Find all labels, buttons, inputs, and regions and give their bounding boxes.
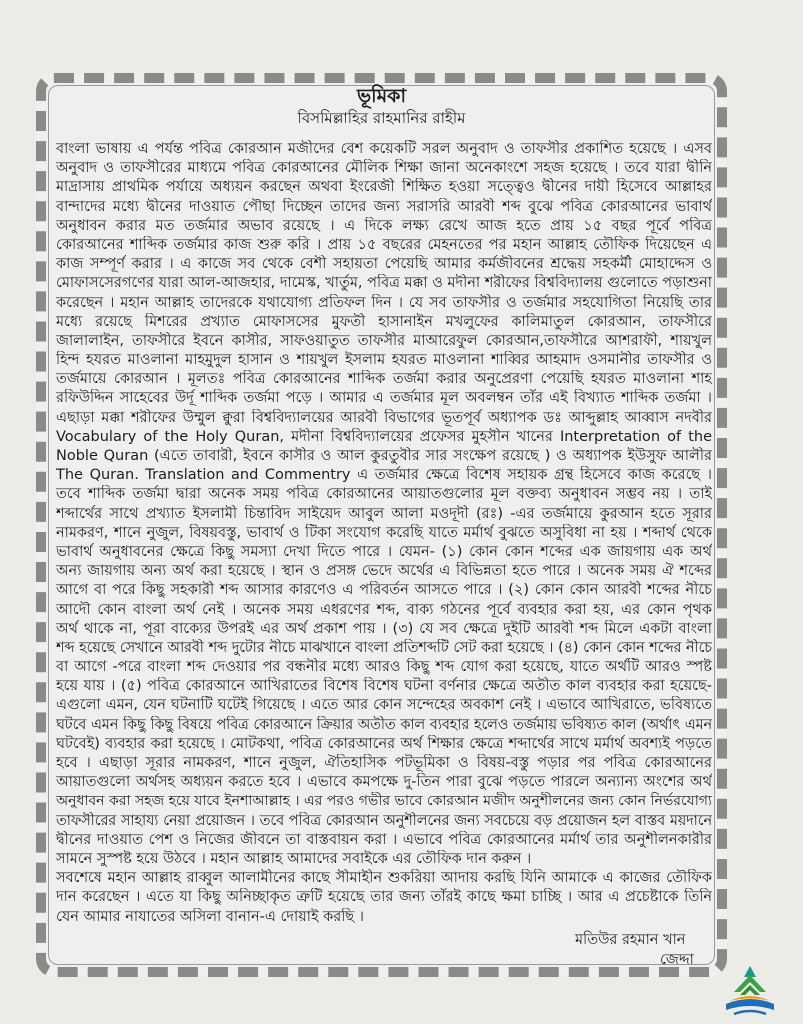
text-line: সবশেষে মহান আল্লাহ রাব্বুল আলামীনের কাছে সীমাহীন শুকরিয়া আদায় করছি যিনি আমাকে এ কাজের তৌফিক — [56, 870, 712, 887]
paragraph-1 — [56, 140, 712, 869]
text-line: কোরআনের শাব্দিক তর্জমার কাজ শুরু করি । প্রায় ১৫ বছরের মেহনতের পর মহান আল্লাহ তৌফিক দিয়েছেন এ — [56, 236, 712, 253]
text-line: বা আগে -পরে বাংলা শব্দ দেওয়ার পর বন্ধনীর মধ্যে আরও কিছু শব্দ যোগ করা হয়েছে, যাতে অর্থটি আরও স্পষ্ট — [56, 659, 712, 676]
page-title: ভূমিকা — [357, 85, 406, 107]
logo-blue-book — [726, 999, 774, 1010]
text-line: আদৌ কোন বাংলা অর্থ নেই । অনেক সময় এধরণের শব্দ, বাক্য গঠনের পূর্বে ব্যবহার করা হয়, এর কোন পৃথক — [56, 601, 712, 618]
text-line: এছাড়া মক্কা শরীফের উম্মুল ক্বুরা বিশ্ববিদ্যালয়ের আরবী বিভাগের ভূতপূর্ব অধ্যাপক ডঃ আব্দুল্লাহ আব্বাস নদবীর — [56, 409, 712, 426]
text-line: অনুধাবন করার মত তর্জমার অভাব রয়েছে । এ দিকে লক্ষ্য রেখে আজ হতে প্রায় ১৫ বছর পূর্বে পবিত্র — [56, 217, 712, 234]
text-line: অনুধাবন করা সহজ হয়ে যাবে ইনশাআল্লাহ । এর পরও গভীর ভাবে কোরআন মজীদ অনুশীলনের জন্য কোন নির্ভরযোগ্য — [56, 793, 712, 810]
text-line: করেছেন । মহান আল্লাহ তাদেরকে যথাযোগ্য প্রতিফল দিন । যে সব তাফসীর ও তর্জমার সহযোগিতা নিয়েছি তার — [56, 294, 712, 311]
text-line: The Quran. Translation and Commentry এ তর্জমার ক্ষেত্রে বিশেষ সহায়ক গ্রন্থ হিসেবে কাজ করেছে । — [56, 467, 712, 484]
text-line: অর্থ থাকে না, পূরা বাক্যের উপরই এর অর্থ প্রকাশ পায় । (৩) যে সব ক্ষেত্রে দুইটি আরবী শব্দ মিলে একটা বাংলা — [56, 620, 712, 637]
bismillah-subtitle: বিসমিল্লাহির রাহমানির রাহীম — [297, 109, 466, 127]
text-line: তাফসীরের সাহায্য নেয়া প্রয়োজন । তবে পবিত্র কোরআন অনুশীলনের জন্য সবচেয়ে বড় প্রয়োজন হল বাস্তব ময়দানে — [56, 812, 712, 829]
text-line: সামনে সুস্পষ্ট হয়ে উঠবে । মহান আল্লাহ আমাদের সবাইকে এর তৌফিক দান করুন । — [56, 850, 532, 867]
author-signature-place: জেদ্দা — [660, 952, 694, 968]
text-line: তর্জমায়ে কোরআন । মূলতঃ পবিত্র কোরআনের শাব্দিক তর্জমা করার অনুপ্রেরণা পেয়েছি হযরত মাওলানা শাহ — [56, 371, 712, 388]
logo-graphic — [720, 962, 780, 1020]
text-line: ঘটবেই) ব্যবহার করা হয়েছে । মোটকথা, পবিত্র কোরআনের অর্থ শিক্ষার ক্ষেত্রে শব্দার্থের সাথে মর্মার্থ অবশ্যই পড়তে — [56, 735, 712, 752]
text-line: শব্দার্থের সাথে প্রখ্যাত ইসলামী চিন্তাবিদ সাইয়েদ আবুল আলা মওদূদী (রঃ) -এর তর্জমায়ে কুরআন হতে সূরার — [56, 505, 712, 522]
text-line: বান্দাদের মধ্যে দ্বীনের দাওয়াত পৌছা দিচ্ছেন তাদের জন্য সরাসরি আরবী শব্দ বুঝে পবিত্র কোরআনের ভাবার্থ — [56, 198, 712, 215]
text-line: ভাবার্থ অনুধাবনের ক্ষেত্রে কিছু সমস্যা দেখা দিতে পারে । যেমন- (১) কোন কোন শব্দের এক জায়গায় এক অর্থ — [56, 543, 712, 560]
logo-blue-base — [734, 1011, 766, 1014]
text-line: তবে শাব্দিক তর্জমা দ্বারা অনেক সময় পবিত্র কোরআনের আয়াতগুলোর মূল বক্তব্য অনুধাবন সম্ভব নয় । তাই — [56, 486, 712, 503]
book-leaf-logo-icon — [720, 962, 780, 1020]
text-line: মাদ্রাসায় প্রাথমিক পর্যায়ে অধ্যয়ন করছেন অথবা ইংরেজী শিক্ষিত হওয়া সত্ত্বেও দ্বীনের দায়ী হিসেবে আল্লাহর — [56, 179, 712, 196]
text-line: কাজ সম্পূর্ণ করার । এ কাজে সব থেকে বেশী সহায়তা পেয়েছি আমার কর্মজীবনের শ্রদ্ধেয় সহকর্মী মোহাদ্দেস ও — [56, 256, 712, 273]
text-line: হয়ে যায় । (৫) পবিত্র কোরআনে আখিরাতের বিশেষ বিশেষ ঘটনা বর্ণনার ক্ষেত্রে অতীত কাল ব্যবহার করা হয়েছে- — [56, 678, 712, 695]
text-line: জালালাইন, তাফসীরে ইবনে কাসীর, সাফওয়াতুত তাফসীর মাআরেফুল কোরআন,তাফসীরে আশরাফী, শায়খুল — [56, 332, 712, 349]
text-line: মধ্যে রয়েছে মিশরের প্রখ্যাত মোফাসসের মুফতী হাসানাইন মখলুফের কালিমাতুল কোরআন, তাফসীরে — [56, 313, 712, 330]
text-line: ঘটবে এমন কিছু কিছু বিষয়ে পবিত্র কোরআনে ক্রিয়ার অতীত কাল ব্যবহার হলেও তর্জমায় ভবিষ্যত কাল (অর্থাৎ এমন — [56, 716, 712, 733]
text-line: মোফাসসেরগণের যারা আল-আজহার, দামেস্ক, খার্তুম, পবিত্র মক্কা ও মদীনা শরীফের বিশ্ববিদ্যালয় গুলোতে পড়াশুনা — [56, 275, 712, 292]
text-line: আয়াতগুলো অর্থসহ অধ্যয়ন করতে হবে । এভাবে কমপক্ষে দু-তিন পারা বুঝে পড়তে পারলে অন্যান্য অংশের অর্থ — [56, 774, 712, 791]
text-line: দান করেছেন । এতে যা কিছু অনিচ্ছাকৃত ত্রুটি হয়েছে তার জন্য তাঁরই কাছে ক্ষমা চাচ্ছি । আর এ প্রচেষ্টাকে তিনি — [56, 889, 712, 906]
preface-body — [56, 140, 712, 927]
author-signature-name: মতিউর রহমান খান — [575, 932, 686, 948]
text-line: দ্বীনের দাওয়াত পেশ ও নিজের জীবনে তা বাস্তবায়ন করা । এভাবে পবিত্র কোরআনের মর্মার্থ তার অনুশীলনকারীর — [56, 831, 712, 848]
text-line: রফিউদ্দিন সাহেবের উর্দূ শাব্দিক তর্জমা পড়ে । আমার এ তর্জমার মূল অবলম্বন তাঁর এই বিখ্যাত শাব্দিক তর্জমা । — [56, 390, 712, 407]
text-line: অন্য জায়গায় অন্য অর্থ করা হয়েছে । স্থান ও প্রসঙ্গ ভেদে অর্থের এ বিভিন্নতা হতে পারে । অনেক সময় ঐ শব্দের — [56, 563, 712, 580]
text-line: এগুলো এমন, যেন ঘটনাটি ঘটেই গিয়েছে । এতে আর কোন সন্দেহের অবকাশ নেই । এভাবে আখিরাতে, ভবিষ্যতে — [56, 697, 712, 714]
text-line: Vocabulary of the Holy Quran, মদীনা বিশ্ববিদ্যালয়ের প্রফেসর মুহসীন খানের Interpretation of the — [56, 428, 712, 445]
text-line: শব্দ হয়েছে সেখানে আরবী শব্দ দুটোর নীচে মাঝখানে বাংলা প্রতিশব্দটি সেট করা হয়েছে । (৪) কোন কোন শব্দের নীচে — [56, 639, 712, 656]
text-line: অনুবাদ ও তাফসীরের মাধ্যমে পবিত্র কোরআনের মৌলিক শিক্ষা জানা অনেকাংশে সহজ হয়েছে । তবে যারা দ্বীনি — [56, 160, 712, 177]
paragraph-2 — [56, 869, 712, 927]
text-line: হিন্দ হযরত মাওলানা মাহমুদুল হাসান ও শায়খুল ইসলাম হযরত মাওলানা শাব্বির আহমাদ ওসমানীর তাফসীর ও — [56, 352, 712, 369]
text-line: হবে । এছাড়া সূরার নামকরণ, শানে নুজুল, ঐতিহাসিক পটভূমিকা ও বিষয়-বস্তু পড়ার পর পবিত্র কোরআনের — [56, 755, 712, 771]
text-line: আগে বা পরে কিছু সহকারী শব্দ আসার কারণেও এ পরিবর্তন আসতে পারে । (২) কোন কোন আরবী শব্দের নীচে — [56, 582, 712, 599]
text-line: যেন আমার নাযাতের অসিলা বানান-এ দোয়াই করছি । — [56, 908, 364, 925]
text-line: Noble Quran (এতে তাবারী, ইবনে কাসীর ও আল কুরতুবীর সার সংক্ষেপ রয়েছে ) ও অধ্যাপক ইউসুফ আলীর — [56, 448, 712, 464]
text-line: নামকরণ, শানে নুজুল, বিষয়বস্তু, ভাবার্থ ও টিকা সংযোগ করেছি যাতে মর্মার্থ বুঝতে অসুবিধা না হয় । শব্দার্থ থেকে — [56, 524, 712, 541]
text-line: বাংলা ভাষায় এ পর্যন্ত পবিত্র কোরআন মজীদের বেশ কয়েকটি সরল অনুবাদ ও তাফসীর প্রকাশিত হয়েছে । এসব — [56, 141, 712, 157]
